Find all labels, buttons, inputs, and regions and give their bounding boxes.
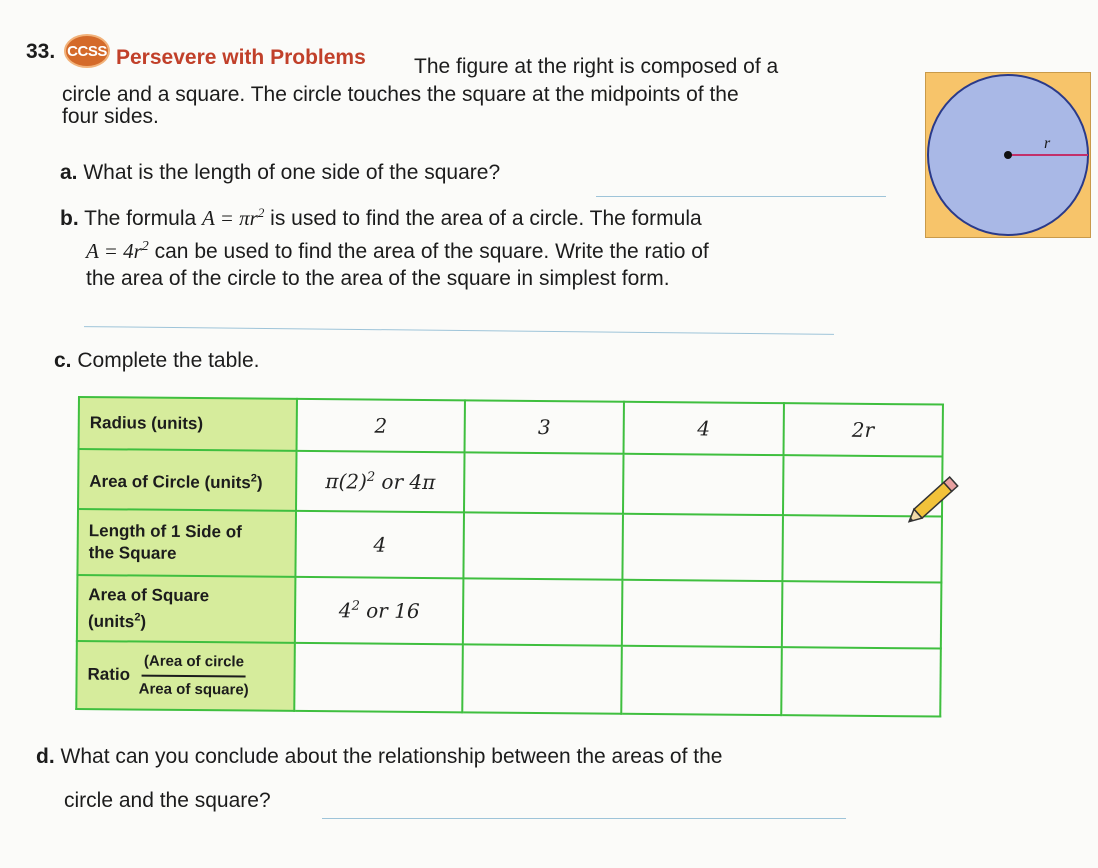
answer-line-b[interactable] <box>84 326 834 335</box>
part-c-text: Complete the table. <box>77 349 260 372</box>
part-b-line-3: the area of the circle to the area of the square in simplest form. <box>86 267 670 290</box>
cell-area-circle-2[interactable] <box>464 452 624 513</box>
part-d-label: d. <box>36 745 55 768</box>
circle-area-pre: π(2) <box>325 469 367 494</box>
ccss-badge-icon: CCSS <box>64 34 110 68</box>
row-header-ratio <box>76 641 295 711</box>
ratio-label: Ratio <box>87 664 131 684</box>
side-line-2: the Square <box>88 543 177 563</box>
formula-square: A = 4r <box>86 239 142 263</box>
data-table <box>75 396 944 718</box>
part-b-line1-post: is used to find the area of a circle. The formula <box>264 207 702 230</box>
cell-area-square-2[interactable] <box>463 578 623 645</box>
formula-circle: A = πr <box>202 206 258 230</box>
formula-circle-sup: 2 <box>257 205 265 220</box>
intro-line-2: circle and a square. The circle touches the square at the midpoints of the <box>62 83 739 106</box>
cell-side-2[interactable] <box>463 512 623 579</box>
part-d-text-1: What can you conclude about the relationship between the areas of the <box>60 745 723 768</box>
part-d-line-1 <box>36 746 722 768</box>
row-header-area-square <box>77 575 296 643</box>
square-area-sup: 2 <box>351 598 360 614</box>
part-b-line-1 <box>60 202 702 230</box>
part-d-line-2: circle and the square? <box>64 789 271 812</box>
cell-area-square-4[interactable] <box>781 581 941 648</box>
cell-area-circle-3[interactable] <box>623 454 783 515</box>
part-c <box>54 350 259 372</box>
intro-line-3: four sides. <box>62 105 159 128</box>
area-circle-text: Area of Circle (units <box>89 471 251 492</box>
cell-radius-4: 2r <box>783 403 943 456</box>
row-header-side <box>77 509 296 577</box>
square-area-pre: 4 <box>338 598 352 623</box>
intro-line-1: The figure at the right is composed of a <box>414 55 779 78</box>
cell-radius-3: 4 <box>624 402 784 455</box>
cell-area-square-1 <box>295 577 463 644</box>
pencil-icon <box>906 466 970 528</box>
table-row-radius <box>79 397 943 457</box>
area-square-close: ) <box>140 611 147 631</box>
cell-area-square-3[interactable] <box>622 580 782 647</box>
circle-area-post: or 4π <box>375 469 436 495</box>
cell-area-circle-1 <box>296 451 464 512</box>
cell-side-3[interactable] <box>623 514 783 581</box>
area-circle-sup: 2 <box>250 472 258 485</box>
square-area-post: or 16 <box>359 598 420 623</box>
problem-title: Persevere with Problems <box>116 46 366 69</box>
formula-square-sup: 2 <box>141 239 149 254</box>
cell-ratio-4[interactable] <box>781 647 941 716</box>
part-a-label: a. <box>60 161 78 184</box>
circle-square-figure <box>925 72 1091 238</box>
cell-radius-1: 2 <box>297 399 465 452</box>
table-row-area-square <box>77 575 942 649</box>
radius-label: r <box>1044 135 1051 152</box>
part-b-line2-post: can be used to find the area of the square. Write the ratio of <box>148 240 709 263</box>
answer-line-d[interactable] <box>322 818 846 819</box>
area-circle-close: ) <box>256 472 263 492</box>
area-square-sup: 2 <box>134 611 141 624</box>
circle-area-sup: 2 <box>366 469 376 485</box>
answer-line-a[interactable] <box>596 196 886 197</box>
part-a-text: What is the length of one side of the square? <box>83 161 501 184</box>
part-c-label: c. <box>54 349 72 372</box>
part-b-line-2 <box>86 236 709 263</box>
ratio-numerator: (Area of circle <box>142 651 246 678</box>
cell-ratio-1[interactable] <box>294 643 462 712</box>
problem-number: 33. <box>26 40 56 63</box>
area-square-line-2: (units <box>87 611 135 631</box>
ratio-denominator: Area of square) <box>138 680 249 699</box>
part-b-label: b. <box>60 207 79 230</box>
ratio-fraction <box>139 651 249 702</box>
row-header-radius: Radius (units) <box>79 397 298 451</box>
side-line-1: Length of 1 Side of <box>88 521 242 542</box>
table-row-area-circle <box>78 449 942 517</box>
table-row-ratio <box>76 641 941 717</box>
row-header-area-circle <box>78 449 297 511</box>
cell-radius-2: 3 <box>465 400 625 453</box>
cell-side-1: 4 <box>296 511 464 578</box>
cell-ratio-2[interactable] <box>462 644 622 713</box>
part-a <box>60 162 500 184</box>
circle-in-square-diagram <box>926 73 1090 237</box>
table-row-side <box>77 509 942 583</box>
part-b-line1-pre: The formula <box>84 207 203 230</box>
area-square-line-1: Area of Square <box>88 584 210 605</box>
cell-ratio-3[interactable] <box>621 646 781 715</box>
center-point <box>1004 151 1012 159</box>
